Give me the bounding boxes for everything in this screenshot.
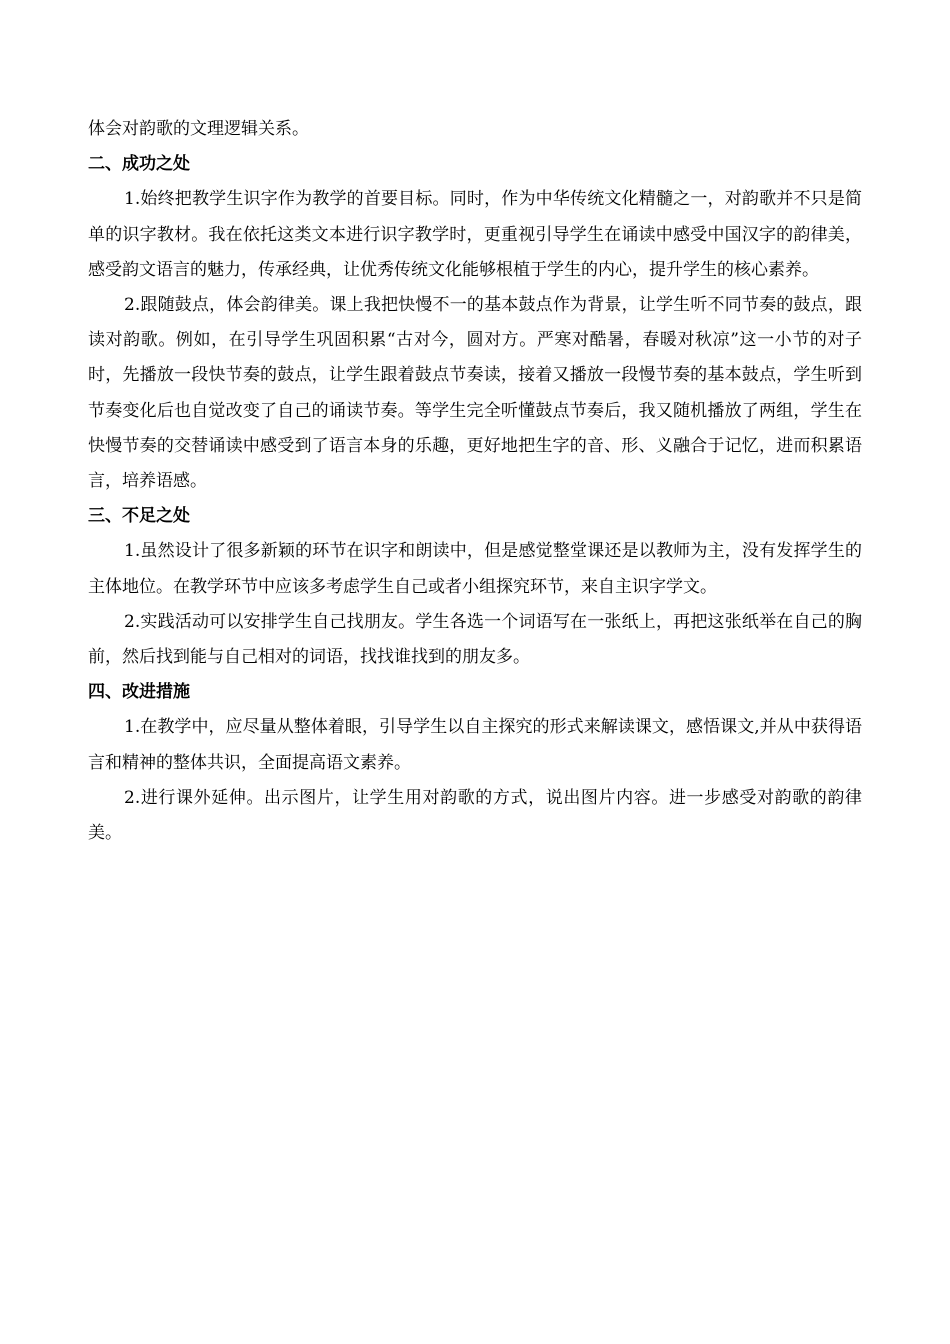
success-paragraph-2: 2.跟随鼓点，体会韵律美。课上我把快慢不一的基本鼓点作为背景，让学生听不同节奏的鼓点，跟读对韵歌。例如，在引导学生巩固积累“古对今，圆对方。严寒对酷暑，春暖对秋凉”这一小节的对子时，先播放一段快节奏的鼓点，让学生跟着鼓点节奏读，接着又播放一段慢节奏的基本鼓点，学生听到节奏变化后也自觉改变了自己的诵读节奏。等学生完全听懂鼓点节奏后，我又随机播放了两组，学生在快慢节奏的交替诵读中感受到了语言本身的乐趣，更好地把生字的音、形、义融合于记忆，进而积累语言，培养语感。 bbox=[88, 295, 862, 492]
section-heading-improvements: 四、改进措施 bbox=[88, 682, 190, 703]
document-page bbox=[88, 112, 862, 851]
section-heading-success: 二、成功之处 bbox=[88, 154, 190, 175]
section-heading-shortcomings: 三、不足之处 bbox=[88, 506, 190, 527]
shortcomings-paragraph-2: 2.实践活动可以安排学生自己找朋友。学生各选一个词语写在一张纸上，再把这张纸举在自己的胸前，然后找到能与自己相对的词语，找找谁找到的朋友多。 bbox=[88, 611, 862, 668]
success-paragraph-1: 1.始终把教学生识字作为教学的首要目标。同时，作为中华传统文化精髓之一，对韵歌并不只是简单的识字教材。我在依托这类文本进行识字教学时，更重视引导学生在诵读中感受中国汉字的韵律美，感受韵文语言的魅力，传承经典，让优秀传统文化能够根植于学生的内心，提升学生的核心素养。 bbox=[88, 189, 862, 280]
improvements-paragraph-1: 1.在教学中，应尽量从整体着眼，引导学生以自主探究的形式来解读课文，感悟课文,并从中获得语言和精神的整体共识，全面提高语文素养。 bbox=[88, 717, 862, 773]
intro-continuation: 体会对韵歌的文理逻辑关系。 bbox=[88, 119, 309, 139]
improvements-paragraph-2: 2.进行课外延伸。出示图片，让学生用对韵歌的方式，说出图片内容。进一步感受对韵歌的韵律美。 bbox=[88, 787, 862, 844]
shortcomings-paragraph-1: 1.虽然设计了很多新颖的环节在识字和朗读中，但是感觉整堂课还是以教师为主，没有发挥学生的主体地位。在教学环节中应该多考虑学生自己或者小组探究环节，来自主识字学文。 bbox=[88, 541, 862, 597]
